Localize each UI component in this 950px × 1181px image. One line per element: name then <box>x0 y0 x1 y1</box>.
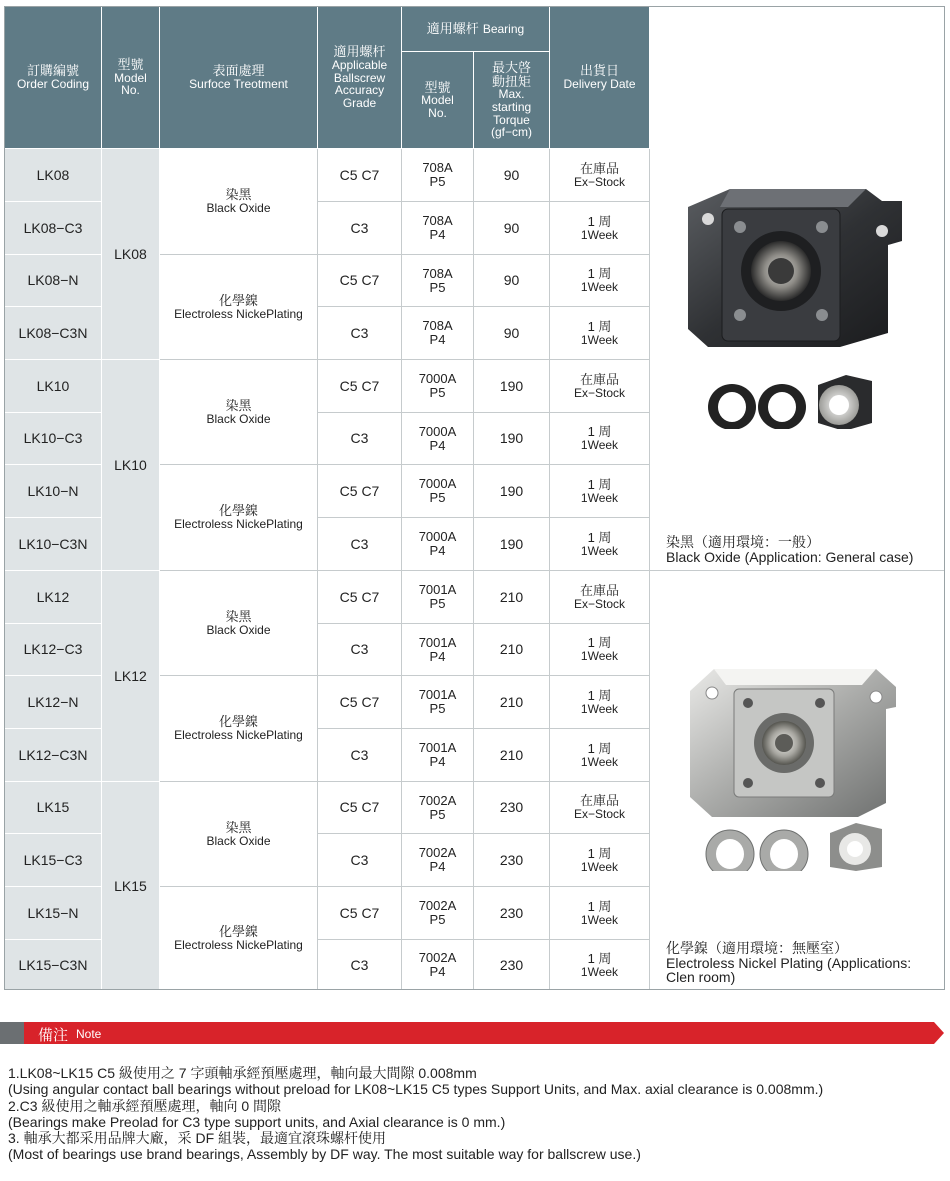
header-model <box>102 7 160 149</box>
table-cell-delivery: 1 周 1Week <box>550 834 650 887</box>
table-cell-bearing: 7000A P4 <box>402 413 474 465</box>
table-cell-surface: 化學鎳 Electroless NickePlating <box>160 887 318 990</box>
header-order-coding <box>5 7 102 149</box>
table-cell-order-code: LK12−C3 <box>5 624 102 676</box>
note-banner-shape <box>0 1022 950 1044</box>
table-cell-order-code: LK15−N <box>5 887 102 940</box>
spec-table <box>4 6 945 990</box>
header-torque-en4: (gf−cm) <box>490 125 532 140</box>
header-torque-en3: Torque <box>493 112 530 127</box>
table-cell-bearing: 7001A P4 <box>402 729 474 782</box>
header-model-en1: Model <box>114 70 147 85</box>
header-torque-zh2: 動扭矩 <box>491 73 531 89</box>
table-cell-delivery: 1 周 1Week <box>550 676 650 729</box>
table-cell-order-code: LK08−N <box>5 255 102 307</box>
header-surface-en: Surfoce Treotment <box>189 77 288 92</box>
header-bearing-zh: 適用螺杆 <box>426 21 479 37</box>
table-cell-torque: 190 <box>474 360 550 413</box>
table-cell-torque: 90 <box>474 202 550 255</box>
note-line: (Using angular contact ball bearings without preload for LK08~LK15 C5 types Support Units, and Max. axial clearance is 0.008mm.) <box>8 1081 824 1098</box>
caption-nickel-en2: Clen room) <box>666 969 736 986</box>
table-cell-bearing: 7000A P5 <box>402 360 474 413</box>
black-oxide-support-unit-image <box>650 149 945 429</box>
table-cell-grade: C3 <box>318 518 402 571</box>
table-cell-delivery: 1 周 1Week <box>550 940 650 990</box>
table-cell-bearing: 708A P4 <box>402 202 474 255</box>
note-title-zh: 備注 <box>38 1027 69 1044</box>
header-grade-en3: Accuracy <box>334 83 385 98</box>
nickel-support-unit-image <box>650 571 945 871</box>
note-line: 3. 軸承大都采用品牌大廠，采 DF 組裝，最適宜滾珠螺杆使用 <box>8 1130 387 1147</box>
caption-black-oxide <box>666 535 913 564</box>
table-cell-delivery: 1 周 1Week <box>550 307 650 360</box>
table-cell-surface: 染黑 Black Oxide <box>160 782 318 887</box>
table-cell-bearing: 7001A P5 <box>402 676 474 729</box>
table-cell-delivery: 1 周 1Week <box>550 729 650 782</box>
table-cell-order-code: LK15−C3 <box>5 834 102 887</box>
table-cell-grade: C5 C7 <box>318 149 402 202</box>
table-cell-grade: C3 <box>318 202 402 255</box>
table-cell-surface: 化學鎳 Electroless NickePlating <box>160 255 318 360</box>
table-cell-surface: 染黑 Black Oxide <box>160 360 318 465</box>
header-delivery <box>550 7 650 149</box>
table-cell-grade: C5 C7 <box>318 255 402 307</box>
table-cell-bearing: 7000A P4 <box>402 518 474 571</box>
table-cell-torque: 90 <box>474 307 550 360</box>
table-cell-delivery: 1 周 1Week <box>550 413 650 465</box>
table-cell-order-code: LK12−C3N <box>5 729 102 782</box>
caption-nickel <box>666 941 911 985</box>
header-bearing-en: Bearing <box>482 21 525 36</box>
header-bearing-model <box>402 52 474 149</box>
table-cell-order-code: LK15 <box>5 782 102 834</box>
caption-nickel-en1: Electroless Nickel Plating (Applications: <box>666 954 912 971</box>
table-cell-delivery: 在庫品 Ex−Stock <box>550 571 650 624</box>
header-delivery-zh: 出貨日 <box>579 63 619 79</box>
header-model-en2: No. <box>121 83 140 98</box>
note-title-en: Note <box>76 1027 102 1041</box>
table-cell-order-code: LK08 <box>5 149 102 202</box>
table-cell-delivery: 在庫品 Ex−Stock <box>550 149 650 202</box>
table-cell-grade: C5 C7 <box>318 887 402 940</box>
caption-nickel-zh: 化學鎳（適用環境：無壓室） <box>666 940 848 956</box>
note-line: (Most of bearings use brand bearings, Assembly by DF way. The most suitable way for ballscrew use.) <box>8 1146 641 1163</box>
table-cell-surface: 化學鎳 Electroless NickePlating <box>160 676 318 782</box>
table-cell-torque: 210 <box>474 624 550 676</box>
header-grade-en2: Ballscrew <box>333 70 386 85</box>
header-delivery-en: Delivery Date <box>563 77 636 92</box>
table-cell-torque: 230 <box>474 940 550 990</box>
table-cell-order-code: LK15−C3N <box>5 940 102 990</box>
photo-panel-black-oxide <box>650 149 945 571</box>
table-cell-delivery: 1 周 1Week <box>550 624 650 676</box>
table-cell-model: LK12 <box>102 571 160 782</box>
header-grade-en4: Grade <box>342 95 377 110</box>
table-cell-torque: 190 <box>474 465 550 518</box>
note-line: (Bearings make Preolad for C3 type support units, and Axial clearance is 0 mm.) <box>8 1113 506 1130</box>
note-header-bar <box>0 1022 950 1044</box>
table-cell-torque: 190 <box>474 413 550 465</box>
header-bearing-group <box>402 7 550 52</box>
table-cell-delivery: 在庫品 Ex−Stock <box>550 782 650 834</box>
table-cell-bearing: 708A P5 <box>402 255 474 307</box>
table-cell-delivery: 1 周 1Week <box>550 465 650 518</box>
table-cell-grade: C3 <box>318 729 402 782</box>
header-order-en: Order Coding <box>16 77 90 92</box>
table-cell-bearing: 708A P5 <box>402 149 474 202</box>
header-surface-zh: 表面處理 <box>212 63 265 79</box>
header-bmodel-zh: 型號 <box>424 79 451 95</box>
header-torque-en2: starting <box>491 100 532 115</box>
header-model-zh: 型號 <box>117 57 144 73</box>
header-grade-en1: Applicable <box>331 58 388 73</box>
caption-black-oxide-en: Black Oxide (Application: General case) <box>666 548 914 565</box>
table-cell-model: LK15 <box>102 782 160 990</box>
table-cell-grade: C5 C7 <box>318 571 402 624</box>
table-cell-torque: 230 <box>474 887 550 940</box>
table-cell-torque: 210 <box>474 571 550 624</box>
table-cell-surface: 染黑 Black Oxide <box>160 149 318 255</box>
table-cell-grade: C3 <box>318 624 402 676</box>
table-cell-torque: 230 <box>474 782 550 834</box>
table-cell-bearing: 7001A P4 <box>402 624 474 676</box>
table-cell-bearing: 7001A P5 <box>402 571 474 624</box>
table-cell-order-code: LK12−N <box>5 676 102 729</box>
note-line: 1.LK08~LK15 C5 級使用之 7 字頭軸承經預壓處理，軸向最大間隙 0.008mm <box>8 1065 477 1081</box>
note-body <box>8 1065 938 1163</box>
table-cell-grade: C3 <box>318 307 402 360</box>
table-cell-torque: 210 <box>474 676 550 729</box>
table-cell-surface: 染黑 Black Oxide <box>160 571 318 676</box>
table-cell-torque: 90 <box>474 255 550 307</box>
photo-panel-nickel <box>650 571 945 990</box>
table-cell-order-code: LK12 <box>5 571 102 624</box>
header-grade-zh: 適用螺杆 <box>333 44 386 60</box>
table-cell-grade: C5 C7 <box>318 360 402 413</box>
table-cell-grade: C3 <box>318 940 402 990</box>
table-cell-delivery: 1 周 1Week <box>550 202 650 255</box>
table-cell-surface: 化學鎳 Electroless NickePlating <box>160 465 318 571</box>
header-bmodel-en2: No. <box>428 105 447 120</box>
table-cell-delivery: 1 周 1Week <box>550 518 650 571</box>
header-bmodel-en1: Model <box>421 93 454 108</box>
table-cell-bearing: 7002A P4 <box>402 940 474 990</box>
table-cell-order-code: LK10 <box>5 360 102 413</box>
table-cell-grade: C5 C7 <box>318 465 402 518</box>
table-cell-order-code: LK08−C3 <box>5 202 102 255</box>
table-cell-delivery: 1 周 1Week <box>550 255 650 307</box>
table-cell-grade: C3 <box>318 413 402 465</box>
table-cell-torque: 90 <box>474 149 550 202</box>
table-cell-order-code: LK10−C3N <box>5 518 102 571</box>
table-cell-order-code: LK10−N <box>5 465 102 518</box>
table-cell-torque: 210 <box>474 729 550 782</box>
header-blank <box>650 7 945 149</box>
table-cell-delivery: 在庫品 Ex−Stock <box>550 360 650 413</box>
table-cell-bearing: 7002A P5 <box>402 887 474 940</box>
caption-black-oxide-zh: 染黑（適用環境：一般） <box>666 534 820 550</box>
table-cell-model: LK08 <box>102 149 160 360</box>
header-order-zh: 訂購編號 <box>26 63 79 79</box>
table-cell-bearing: 7000A P5 <box>402 465 474 518</box>
table-cell-torque: 230 <box>474 834 550 887</box>
note-line: 2.C3 級使用之軸承經預壓處理，軸向 0 間隙 <box>8 1097 282 1114</box>
table-cell-torque: 190 <box>474 518 550 571</box>
header-grade <box>318 7 402 149</box>
header-torque-en1: Max. <box>498 87 525 102</box>
header-torque-zh1: 最大啓 <box>491 60 531 76</box>
table-cell-delivery: 1 周 1Week <box>550 887 650 940</box>
table-cell-bearing: 7002A P5 <box>402 782 474 834</box>
table-cell-order-code: LK08−C3N <box>5 307 102 360</box>
header-surface <box>160 7 318 149</box>
table-cell-grade: C3 <box>318 834 402 887</box>
table-cell-grade: C5 C7 <box>318 782 402 834</box>
table-cell-bearing: 708A P4 <box>402 307 474 360</box>
table-cell-order-code: LK10−C3 <box>5 413 102 465</box>
table-cell-model: LK10 <box>102 360 160 571</box>
table-cell-grade: C5 C7 <box>318 676 402 729</box>
table-cell-bearing: 7002A P4 <box>402 834 474 887</box>
header-torque <box>474 52 550 149</box>
